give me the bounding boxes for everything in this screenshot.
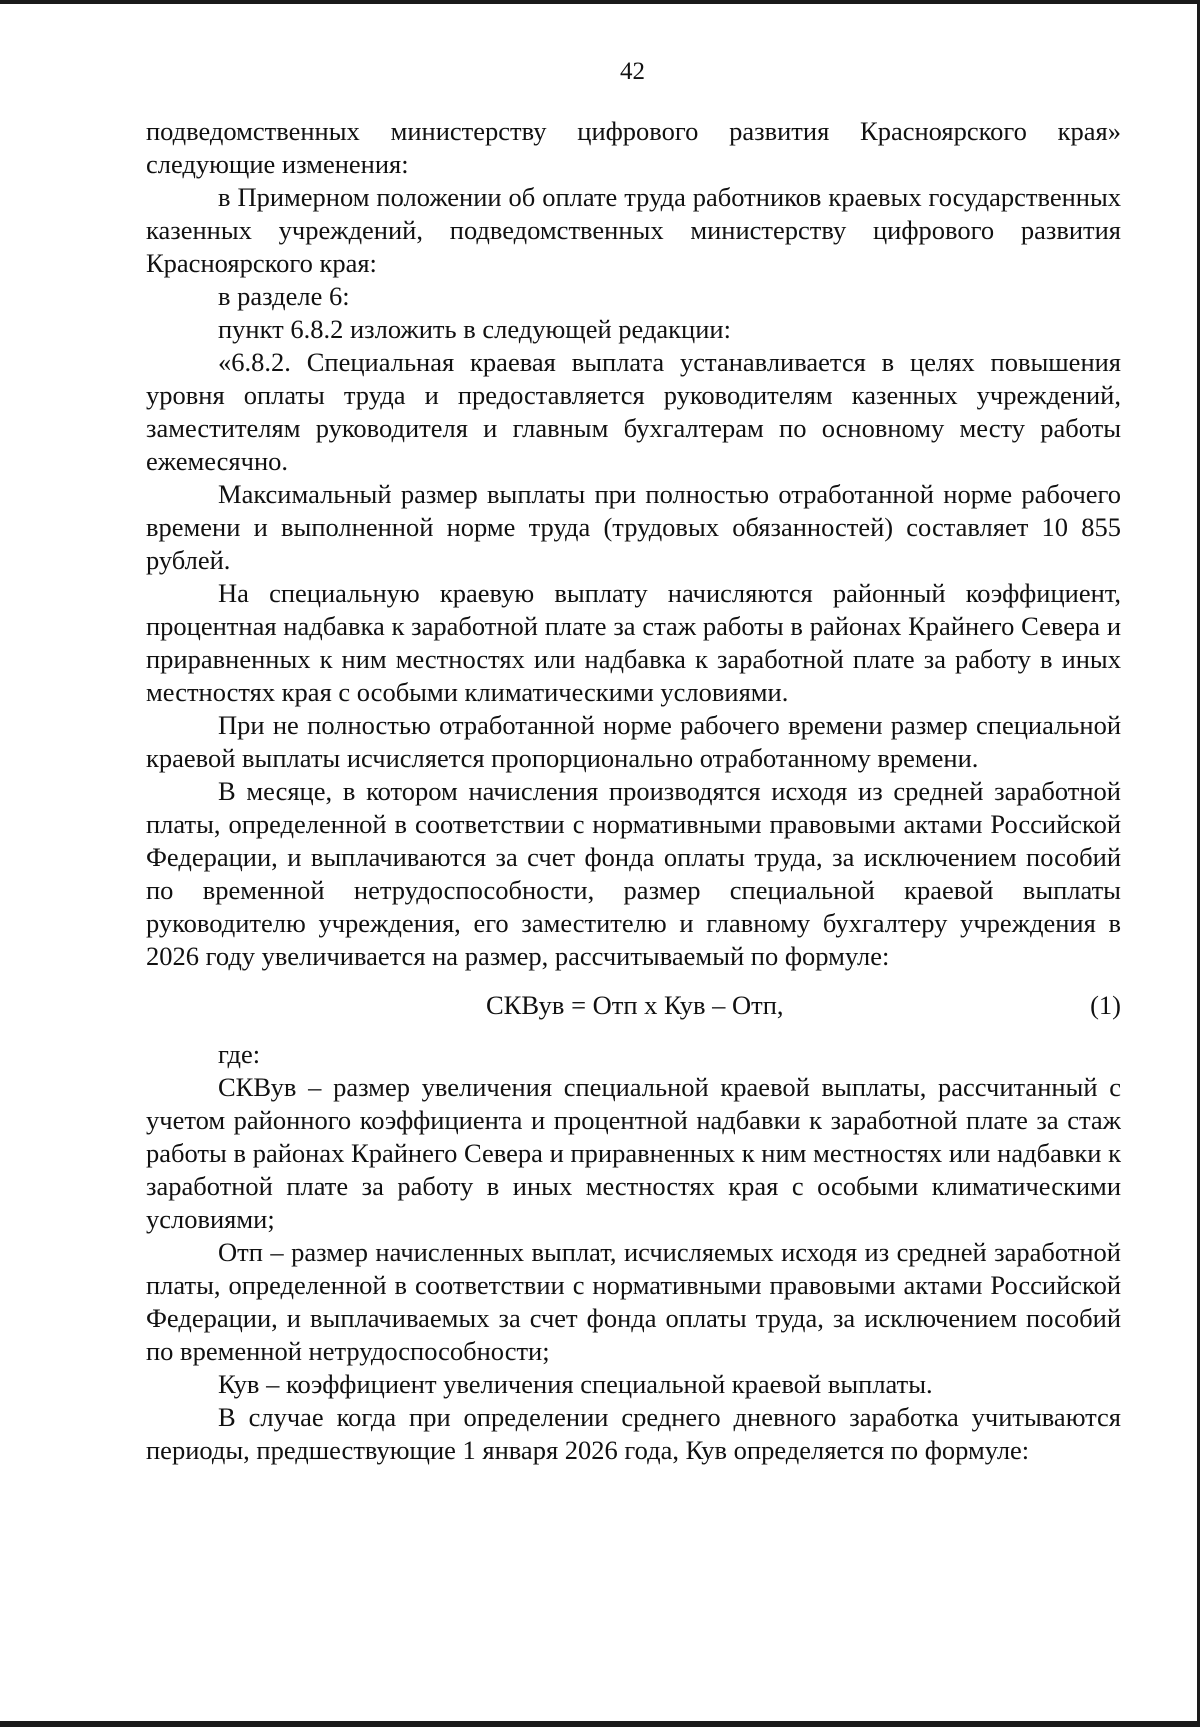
- paragraph-section-ref: в разделе 6:: [218, 281, 350, 311]
- definition-skvuv: СКВув – размер увеличения специальной краевой выплаты, рассчитанный с учетом районного коэффициента и процентной надбавки к заработной плате за стаж работы в районах Крайнего Севера и приравненных к ним местностях или надбавки к заработной плате за работу в иных местностях края с особыми климатическими условиями;: [146, 1072, 1121, 1234]
- paragraph-kuv-formula-intro: В случае когда при определении среднего дневного заработка учитываются периоды, предшествующие 1 января 2026 года, Кув определяется по формуле:: [146, 1402, 1121, 1465]
- paragraph-coefficients: На специальную краевую выплату начисляются районный коэффициент, процентная надбавка к заработной плате за стаж работы в районах Крайнего Севера и приравненных к ним местностях или надбавка к заработной плате за работу в иных местностях края с особыми климатическими условиями.: [146, 578, 1121, 707]
- scan-edge-bottom: [0, 1721, 1200, 1727]
- formula-number: (1): [1090, 990, 1121, 1020]
- paragraph-amendment-target: в Примерном положении об оплате труда работников краевых государственных казенных учреждений, подведомственных министерству цифрового развития Красноярского края:: [146, 182, 1121, 278]
- scan-edge-top: [0, 0, 1200, 4]
- page-number: 42: [620, 58, 645, 85]
- paragraph-where: где:: [218, 1039, 261, 1069]
- paragraph-continuation: подведомственных министерству цифрового развития Красноярского края» следующие изменения:: [146, 116, 1121, 179]
- paragraph-clause-ref: пункт 6.8.2 изложить в следующей редакции:: [218, 314, 731, 344]
- definition-otp: Отп – размер начисленных выплат, исчисляемых исходя из средней заработной платы, определенной в соответствии с нормативными правовыми актами Российской Федерации, и выплачиваемых за счет фонда оплаты труда, за исключением пособий по временной нетрудоспособности;: [146, 1237, 1121, 1366]
- paragraph-increase-rule: В месяце, в котором начисления производятся исходя из средней заработной платы, определенной в соответствии с нормативными правовыми актами Российской Федерации, и выплачиваются за счет фонда оплаты труда, за исключением пособий по временной нетрудоспособности, размер специальной краевой выплаты руководителю учреждения, его заместителю и главному бухгалтеру учреждения в 2026 году увеличивается на размер, рассчитываемый по формуле:: [146, 776, 1121, 971]
- formula-row: [146, 989, 1121, 1022]
- document-body: [146, 115, 1121, 1467]
- definition-kuv: Кув – коэффициент увеличения специальной краевой выплаты.: [218, 1369, 933, 1399]
- paragraph-proportional: При не полностью отработанной норме рабочего времени размер специальной краевой выплаты исчисляется пропорционально отработанному времени.: [146, 710, 1121, 773]
- paragraph-max-amount: Максимальный размер выплаты при полностью отработанной норме рабочего времени и выполненной норме труда (трудовых обязанностей) составляет 10 855 рублей.: [146, 479, 1121, 575]
- paragraph-clause-6-8-2: «6.8.2. Специальная краевая выплата устанавливается в целях повышения уровня оплаты труда и предоставляется руководителям казенных учреждений, заместителям руководителя и главным бухгалтерам по основному месту работы ежемесячно.: [146, 347, 1121, 476]
- formula-expression: СКВув = Отп х Кув – Отп,: [486, 990, 784, 1020]
